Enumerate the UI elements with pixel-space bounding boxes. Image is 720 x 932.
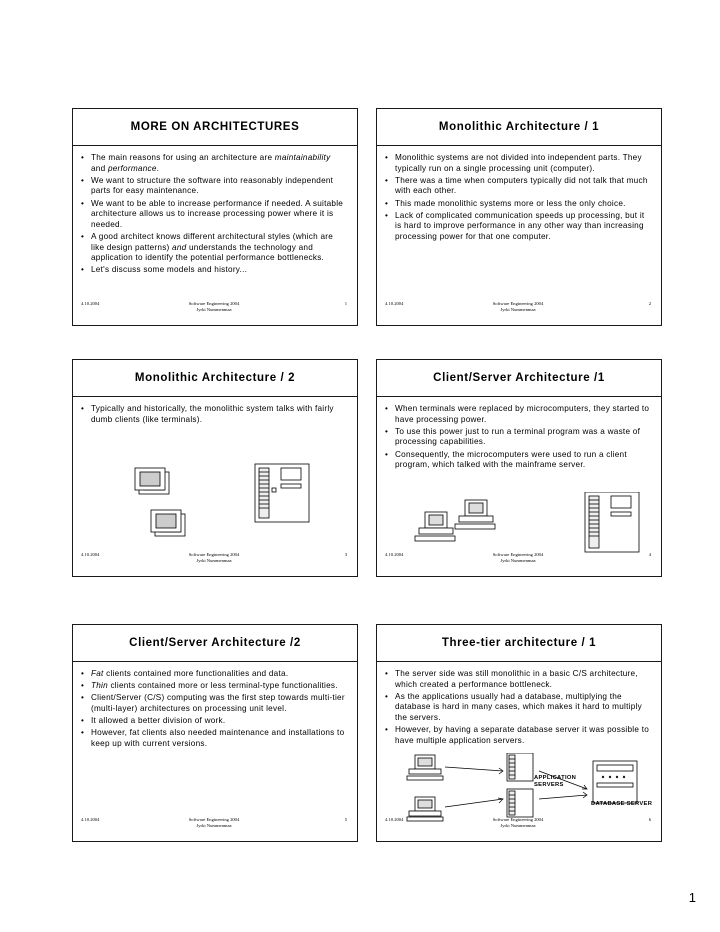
footer-center bbox=[81, 817, 347, 829]
bullet-item: • Consequently, the microcomputers were used to run a client program, which talked with the mainframe server. bbox=[385, 450, 651, 471]
footer-center bbox=[81, 301, 347, 313]
database-server-label: DATABASE SERVER bbox=[591, 801, 653, 807]
bullet-list bbox=[81, 669, 347, 751]
application-server-icon bbox=[507, 789, 533, 817]
footer-center bbox=[385, 552, 651, 564]
bullet-list bbox=[385, 669, 651, 748]
bullet-item: • Thin clients contained more or less terminal-type functionalities. bbox=[81, 681, 347, 692]
slide-5 bbox=[72, 624, 358, 842]
three-tier-illustration bbox=[403, 753, 657, 823]
bullet-item: • Fat clients contained more functionalities and data. bbox=[81, 669, 347, 680]
client-server-illustration bbox=[407, 492, 647, 558]
footer-author: Jyrki Nummenmaa bbox=[500, 307, 536, 312]
slide-footer bbox=[385, 552, 651, 568]
slide-footer bbox=[81, 817, 347, 833]
sheet-page-number: 1 bbox=[688, 890, 696, 905]
bullet-item: • Let's discuss some models and history... bbox=[81, 265, 347, 276]
bullet-item: • The main reasons for using an architecture are maintainability and performance. bbox=[81, 153, 347, 174]
slide-6 bbox=[376, 624, 662, 842]
footer-author: Jyrki Nummenmaa bbox=[196, 823, 232, 828]
footer-center bbox=[81, 552, 347, 564]
footer-page: 6 bbox=[648, 817, 651, 822]
slide-footer bbox=[385, 817, 651, 833]
slide-title: Monolithic Architecture / 1 bbox=[377, 109, 661, 146]
footer-course: Software Engineering 2004 bbox=[492, 552, 544, 557]
footer-date: 4.10.2004 bbox=[385, 552, 404, 557]
footer-page: 1 bbox=[344, 301, 347, 306]
slide-title: Client/Server Architecture /2 bbox=[73, 625, 357, 662]
monolithic-terminals-illustration bbox=[131, 458, 331, 546]
slide-title: Client/Server Architecture /1 bbox=[377, 360, 661, 397]
application-servers-label: APPLICATION SERVERS bbox=[534, 775, 577, 788]
footer-author: Jyrki Nummenmaa bbox=[500, 823, 536, 828]
footer-center bbox=[385, 301, 651, 313]
bullet-item: • Client/Server (C/S) computing was the first step towards multi-tier (multi-layer) architectures on processing unit level. bbox=[81, 693, 347, 714]
slide-title: Three-tier architecture / 1 bbox=[377, 625, 661, 662]
bullet-item: • Typically and historically, the monolithic system talks with fairly dumb clients (like terminals). bbox=[81, 404, 347, 425]
bullet-item: • When terminals were replaced by microcomputers, they started to have processing power. bbox=[385, 404, 651, 425]
footer-course: Software Engineering 2004 bbox=[188, 552, 240, 557]
footer-course: Software Engineering 2004 bbox=[492, 301, 544, 306]
footer-date: 4.10.2004 bbox=[81, 301, 100, 306]
terminal-icon bbox=[135, 468, 169, 494]
bullet-item: • There was a time when computers typically did not talk that much with each other. bbox=[385, 176, 651, 197]
footer-center bbox=[385, 817, 651, 829]
client-computer-icon bbox=[407, 755, 443, 780]
footer-page: 3 bbox=[344, 552, 347, 557]
bullet-item: • It allowed a better division of work. bbox=[81, 716, 347, 727]
footer-author: Jyrki Nummenmaa bbox=[500, 558, 536, 563]
bullet-item: • As the applications usually had a database, multiplying the database is hard in many cases, which makes it hard to multiply the servers. bbox=[385, 692, 651, 724]
application-server-icon bbox=[507, 753, 533, 781]
microcomputer-icon bbox=[415, 512, 455, 541]
bullet-item: • Monolithic systems are not divided into independent parts. They typically run on a single processing unit (computer). bbox=[385, 153, 651, 174]
footer-page: 5 bbox=[344, 817, 347, 822]
footer-date: 4.10.2004 bbox=[385, 817, 404, 822]
bullet-list bbox=[385, 404, 651, 472]
footer-date: 4.10.2004 bbox=[81, 552, 100, 557]
footer-date: 4.10.2004 bbox=[385, 301, 404, 306]
footer-course: Software Engineering 2004 bbox=[188, 817, 240, 822]
bullet-item: • To use this power just to run a terminal program was a waste of processing capabilities. bbox=[385, 427, 651, 448]
bullet-item: • We want to structure the software into reasonably independent parts for easy maintenance. bbox=[81, 176, 347, 197]
footer-course: Software Engineering 2004 bbox=[492, 817, 544, 822]
footer-course: Software Engineering 2004 bbox=[188, 301, 240, 306]
slide-footer bbox=[81, 552, 347, 568]
slide-1 bbox=[72, 108, 358, 326]
slide-4 bbox=[376, 359, 662, 577]
footer-page: 4 bbox=[648, 552, 651, 557]
bullet-item: • This made monolithic systems more or less the only choice. bbox=[385, 199, 651, 210]
slide-3 bbox=[72, 359, 358, 577]
database-server-icon bbox=[593, 761, 637, 803]
bullet-item: • The server side was still monolithic in a basic C/S architecture, which created a performance bottleneck. bbox=[385, 669, 651, 690]
bullet-item: • A good architect knows different architectural styles (which are like design patterns) and understands the technology and application to identify the potential performance bottlenecks. bbox=[81, 232, 347, 264]
slide-footer bbox=[81, 301, 347, 317]
footer-page: 2 bbox=[648, 301, 651, 306]
bullet-item: • Lack of complicated communication speeds up processing, but it is hard to improve performance in any other way than increasing processing power for that one computer. bbox=[385, 211, 651, 243]
microcomputer-icon bbox=[455, 500, 495, 529]
footer-date: 4.10.2004 bbox=[81, 817, 100, 822]
mainframe-icon bbox=[255, 464, 309, 522]
bullet-list bbox=[81, 153, 347, 278]
slide-footer bbox=[385, 301, 651, 317]
slide-2 bbox=[376, 108, 662, 326]
slide-title: MORE ON ARCHITECTURES bbox=[73, 109, 357, 146]
bullet-item: • We want to be able to increase performance if needed. A suitable architecture allows us to increase processing power where it is needed. bbox=[81, 199, 347, 231]
footer-author: Jyrki Nummenmaa bbox=[196, 307, 232, 312]
bullet-item: • However, by having a separate database server it was possible to have multiple application servers. bbox=[385, 725, 651, 746]
footer-author: Jyrki Nummenmaa bbox=[196, 558, 232, 563]
bullet-list bbox=[385, 153, 651, 244]
mainframe-icon bbox=[585, 492, 639, 552]
slide-title: Monolithic Architecture / 2 bbox=[73, 360, 357, 397]
terminal-icon bbox=[151, 510, 185, 536]
bullet-list bbox=[81, 404, 347, 427]
bullet-item: • However, fat clients also needed maintenance and installations to keep up with current versions. bbox=[81, 728, 347, 749]
